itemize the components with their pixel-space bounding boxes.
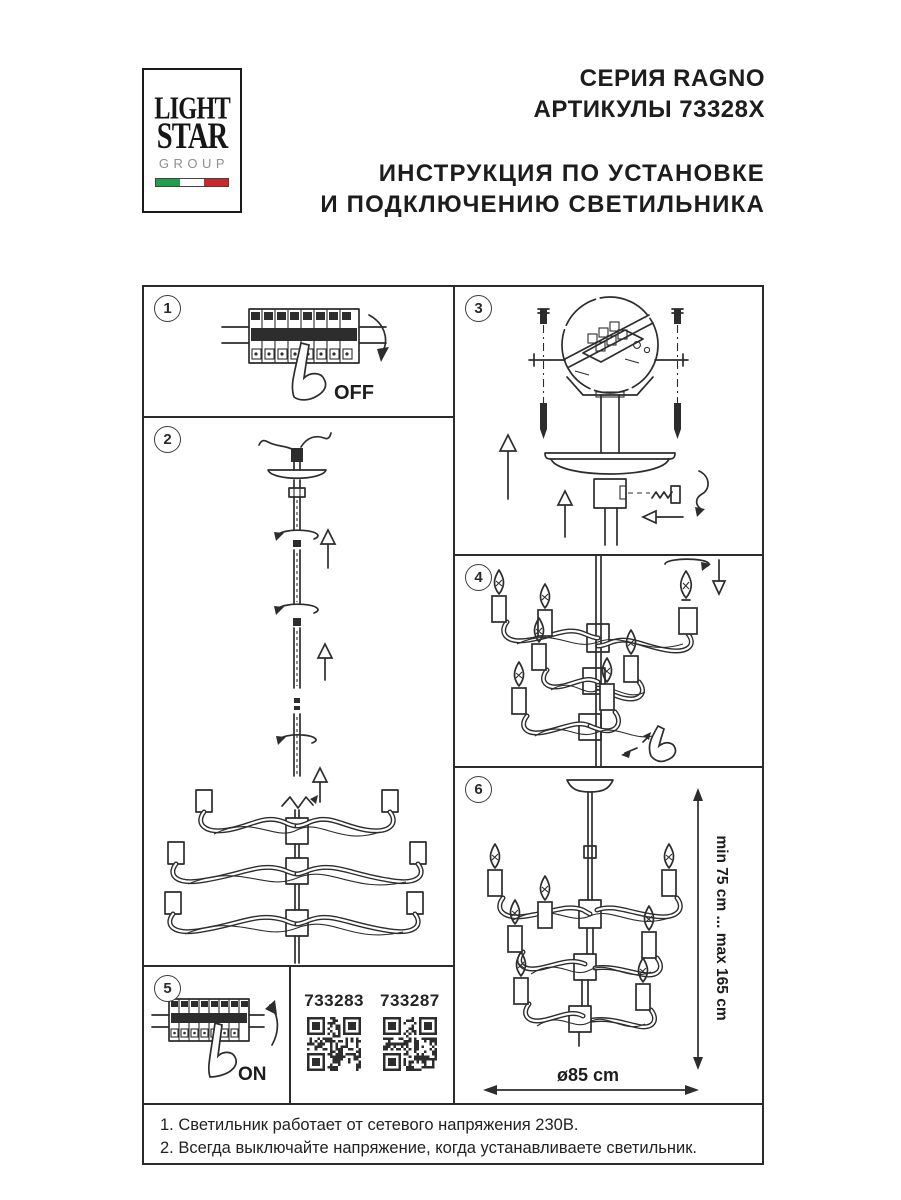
step4-panel <box>453 554 764 768</box>
step4-number: 4 <box>465 564 492 591</box>
up-arrows <box>313 530 335 802</box>
qr-left-label: 733283 <box>304 991 364 1010</box>
instruction-title-line1: ИНСТРУКЦИЯ ПО УСТАНОВКЕ <box>378 160 765 187</box>
turn-on-arrow <box>265 1000 277 1045</box>
height-range-label: min 75 cm ... max 165 cm <box>713 835 730 1021</box>
tier1-arms <box>492 570 697 652</box>
direction-arrows <box>500 435 683 537</box>
note-line-2: 2. Всегда выключайте напряжение, когда устанавливаете светильник. <box>160 1139 698 1157</box>
document-header <box>320 63 765 220</box>
threaded-rods <box>293 462 301 776</box>
step5-panel <box>142 965 291 1105</box>
logo-word-star: STAR <box>156 116 228 157</box>
qr-code-733283 <box>307 1017 361 1071</box>
step2-panel <box>142 416 455 967</box>
diameter-label: ø85 cm <box>556 1065 620 1085</box>
detail-circle-terminal-block <box>562 297 658 393</box>
qr-left <box>304 991 364 1071</box>
step5-number: 5 <box>154 975 181 1002</box>
instruction-title-line2: И ПОДКЛЮЧЕНИЮ СВЕТИЛЬНИКА <box>320 191 765 218</box>
step3-number: 3 <box>465 295 492 322</box>
step1-number: 1 <box>154 295 181 322</box>
lightstar-logo <box>142 68 242 213</box>
logo-word-group: GROUP <box>158 155 230 171</box>
final-chandelier-diagram <box>455 768 762 1103</box>
turn-off-arrow <box>369 315 389 362</box>
logo-word-light: LIGHT <box>154 91 230 127</box>
rod-assembly-diagram <box>144 418 453 965</box>
pointing-hand <box>209 1023 236 1077</box>
circuit-breaker <box>152 999 264 1041</box>
qr-code-733287 <box>383 1017 437 1071</box>
step6-panel <box>453 766 764 1105</box>
footer-notes <box>142 1103 764 1165</box>
step3-panel <box>453 285 764 556</box>
pointing-hand <box>292 343 325 400</box>
flag-green <box>156 179 180 186</box>
articles-title: АРТИКУЛЫ 73328X <box>533 96 765 123</box>
floating-bulb-with-arrows <box>665 559 725 600</box>
side-screw <box>628 471 708 517</box>
canopy-and-rod <box>567 780 613 900</box>
qr-panel <box>289 965 455 1105</box>
step6-number: 6 <box>465 776 492 803</box>
on-label: ON <box>238 1064 267 1085</box>
diameter-dimension <box>483 1065 699 1095</box>
adjusting-hand <box>621 726 676 761</box>
ceiling-wires-and-canopy <box>259 433 331 497</box>
series-title: СЕРИЯ RAGNO <box>579 65 765 92</box>
qr-right-label: 733287 <box>380 991 440 1010</box>
step2-number: 2 <box>154 426 181 453</box>
height-dimension <box>693 788 730 1070</box>
hook-spring <box>282 795 318 818</box>
ceiling-mount-diagram <box>455 287 762 554</box>
flag-white <box>180 179 204 186</box>
note-line-1: 1. Светильник работает от сетевого напряжения 230В. <box>160 1116 579 1134</box>
step1-panel <box>142 285 455 418</box>
breaker-off-diagram <box>144 287 453 416</box>
qr-right <box>380 991 440 1071</box>
rotation-arrows <box>274 530 318 745</box>
mounting-bracket <box>529 354 688 397</box>
flag-red <box>204 179 228 186</box>
italian-flag-stripe <box>155 178 229 187</box>
off-label: OFF <box>334 382 374 404</box>
bulb-installation-diagram <box>455 556 762 766</box>
